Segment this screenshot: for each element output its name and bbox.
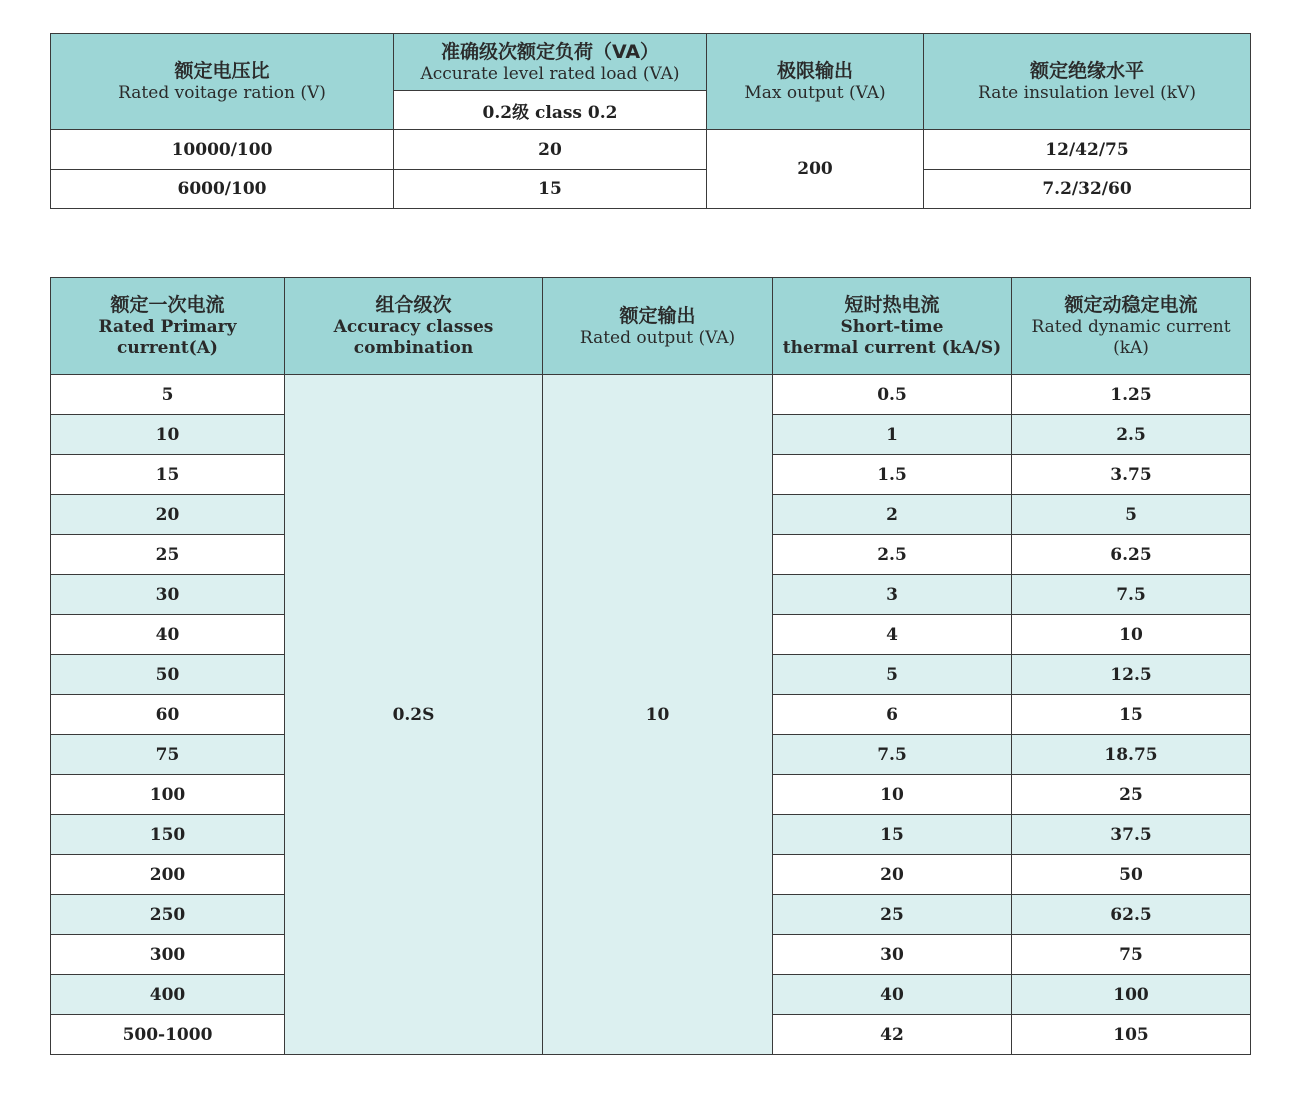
header-dynamic-cn: 额定动稳定电流: [1064, 294, 1198, 316]
cell-accuracy-class: 0.2S: [285, 375, 543, 1055]
cell-dynamic-current: 62.5: [1012, 895, 1251, 935]
cell-primary-current: 150: [51, 815, 285, 855]
cell-primary-current: 40: [51, 615, 285, 655]
cell-thermal-current: 7.5: [773, 735, 1012, 775]
cell-primary-current: 30: [51, 575, 285, 615]
current-ratings-table: [50, 277, 1251, 1055]
header-accuracy-classes: [285, 278, 543, 375]
header-rated-output: [543, 278, 773, 375]
header-output-en: Rated output (VA): [579, 327, 736, 348]
header-rated-load: [394, 34, 707, 91]
cell-dynamic-current: 2.5: [1012, 415, 1251, 455]
cell-dynamic-current: 105: [1012, 1015, 1251, 1055]
cell-insulation: 12/42/75: [924, 130, 1251, 170]
cell-dynamic-current: 15: [1012, 695, 1251, 735]
header-dynamic-en: Rated dynamic current (kA): [1031, 317, 1231, 358]
header-primary-current: [51, 278, 285, 375]
cell-thermal-current: 42: [773, 1015, 1012, 1055]
header-primary-cn: 额定一次电流: [110, 294, 225, 316]
cell-dynamic-current: 6.25: [1012, 535, 1251, 575]
cell-dynamic-current: 75: [1012, 935, 1251, 975]
header-max-output-en: Max output (VA): [744, 83, 886, 103]
cell-primary-current: 200: [51, 855, 285, 895]
cell-dynamic-current: 5: [1012, 495, 1251, 535]
cell-thermal-current: 15: [773, 815, 1012, 855]
cell-primary-current: 400: [51, 975, 285, 1015]
cell-primary-current: 50: [51, 655, 285, 695]
table-row: [51, 375, 1251, 415]
header-primary-en1: Rated Primary: [98, 317, 237, 337]
header-thermal-en2: thermal current (kA/S): [782, 338, 1002, 358]
cell-ratio: 10000/100: [51, 130, 394, 170]
cell-thermal-current: 20: [773, 855, 1012, 895]
cell-primary-current: 5: [51, 375, 285, 415]
header-thermal-current: [773, 278, 1012, 375]
header-max-output-cn: 极限输出: [776, 60, 853, 82]
cell-dynamic-current: 25: [1012, 775, 1251, 815]
cell-primary-current: 15: [51, 455, 285, 495]
header-insulation-cn: 额定绝缘水平: [1029, 60, 1144, 82]
cell-primary-current: 300: [51, 935, 285, 975]
header-accuracy-en2: combination: [353, 338, 474, 358]
current-table-body: [51, 375, 1251, 1055]
cell-max-output: 200: [707, 130, 924, 209]
cell-dynamic-current: 18.75: [1012, 735, 1251, 775]
cell-primary-current: 500-1000: [51, 1015, 285, 1055]
cell-thermal-current: 0.5: [773, 375, 1012, 415]
cell-primary-current: 75: [51, 735, 285, 775]
cell-thermal-current: 5: [773, 655, 1012, 695]
header-rated-load-en: Accurate level rated load (VA): [420, 63, 680, 84]
cell-dynamic-current: 100: [1012, 975, 1251, 1015]
cell-rated-output: 10: [543, 375, 773, 1055]
header-rated-load-cn: 准确级次额定负荷（VA）: [440, 40, 660, 63]
header-output-cn: 额定输出: [619, 304, 696, 327]
cell-thermal-current: 25: [773, 895, 1012, 935]
header-thermal-en1: Short-time: [840, 317, 944, 337]
cell-thermal-current: 2: [773, 495, 1012, 535]
header-primary-en2: current(A): [117, 338, 218, 358]
cell-thermal-current: 2.5: [773, 535, 1012, 575]
cell-ratio: 6000/100: [51, 170, 394, 209]
cell-primary-current: 100: [51, 775, 285, 815]
cell-dynamic-current: 50: [1012, 855, 1251, 895]
cell-load: 15: [394, 170, 707, 209]
header-accuracy-cn: 组合级次: [375, 294, 452, 316]
cell-thermal-current: 30: [773, 935, 1012, 975]
cell-primary-current: 10: [51, 415, 285, 455]
header-accuracy-en1: Accuracy classes: [333, 317, 494, 337]
cell-thermal-current: 3: [773, 575, 1012, 615]
header-thermal-cn: 短时热电流: [844, 294, 940, 316]
cell-thermal-current: 1: [773, 415, 1012, 455]
cell-load: 20: [394, 130, 707, 170]
header-voltage-ratio-en: Rated voitage ration (V): [118, 83, 326, 103]
cell-thermal-current: 40: [773, 975, 1012, 1015]
cell-insulation: 7.2/32/60: [924, 170, 1251, 209]
cell-dynamic-current: 12.5: [1012, 655, 1251, 695]
cell-dynamic-current: 3.75: [1012, 455, 1251, 495]
header-voltage-ratio-cn: 额定电压比: [174, 60, 270, 82]
cell-thermal-current: 6: [773, 695, 1012, 735]
cell-primary-current: 25: [51, 535, 285, 575]
cell-primary-current: 20: [51, 495, 285, 535]
header-load-class: 0.2级 class 0.2: [394, 91, 707, 130]
cell-dynamic-current: 1.25: [1012, 375, 1251, 415]
cell-dynamic-current: 37.5: [1012, 815, 1251, 855]
header-max-output: [707, 34, 924, 130]
cell-thermal-current: 10: [773, 775, 1012, 815]
cell-primary-current: 60: [51, 695, 285, 735]
header-dynamic-current: [1012, 278, 1251, 375]
header-insulation-level: [924, 34, 1251, 130]
cell-thermal-current: 4: [773, 615, 1012, 655]
cell-dynamic-current: 10: [1012, 615, 1251, 655]
voltage-ratings-table: [50, 33, 1251, 209]
cell-thermal-current: 1.5: [773, 455, 1012, 495]
cell-dynamic-current: 7.5: [1012, 575, 1251, 615]
header-insulation-en: Rate insulation level (kV): [978, 83, 1196, 103]
header-voltage-ratio: [51, 34, 394, 130]
cell-primary-current: 250: [51, 895, 285, 935]
